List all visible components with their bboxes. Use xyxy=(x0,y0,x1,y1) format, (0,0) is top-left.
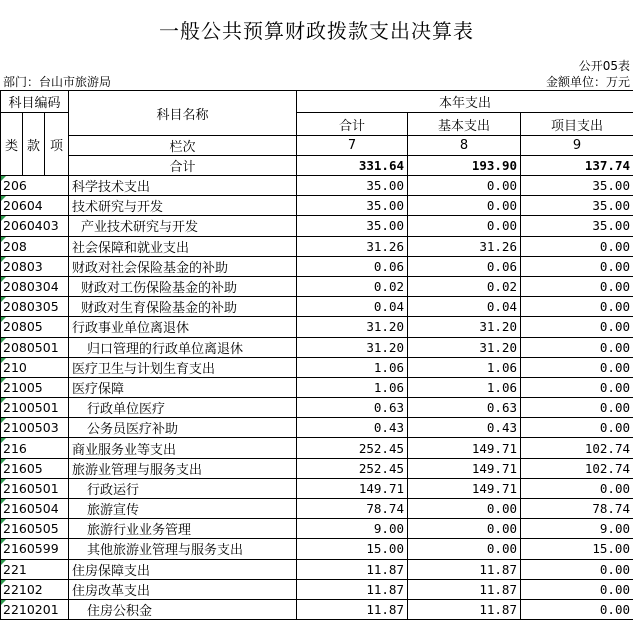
header-lanci: 栏次 xyxy=(69,136,297,156)
header-kuan: 款 xyxy=(23,113,45,176)
row-name: 商业服务业等支出 xyxy=(69,438,297,458)
row-project: 15.00 xyxy=(521,539,633,559)
row-name: 社会保障和就业支出 xyxy=(69,236,297,256)
row-project: 0.00 xyxy=(521,559,633,579)
row-total: 78.74 xyxy=(297,499,408,519)
table-row xyxy=(1,337,633,357)
row-name: 医疗保障 xyxy=(69,377,297,397)
table-row xyxy=(1,377,633,397)
report-title: 一般公共预算财政拨款支出决算表 xyxy=(159,18,474,43)
row-name: 住房保障支出 xyxy=(69,559,297,579)
row-code: 2080304 xyxy=(1,276,69,296)
row-total: 31.20 xyxy=(297,317,408,337)
header-year-spend: 本年支出 xyxy=(297,91,633,113)
row-basic: 0.00 xyxy=(408,539,521,559)
col-number-8: 8 xyxy=(408,136,521,156)
department-label: 部门：台山市旅游局 xyxy=(3,75,112,89)
table-row xyxy=(1,418,633,438)
row-basic: 0.00 xyxy=(408,499,521,519)
row-name: 旅游行业业务管理 xyxy=(69,519,297,539)
table-row xyxy=(1,398,633,418)
row-name: 科学技术支出 xyxy=(69,176,297,196)
table-row xyxy=(1,297,633,317)
row-project: 0.00 xyxy=(521,357,633,377)
row-project: 0.00 xyxy=(521,377,633,397)
table-row xyxy=(1,357,633,377)
row-name: 行政事业单位离退休 xyxy=(69,317,297,337)
row-total: 11.87 xyxy=(297,579,408,599)
row-total: 0.04 xyxy=(297,297,408,317)
row-name: 公务员医疗补助 xyxy=(69,418,297,438)
row-name: 财政对工伤保险基金的补助 xyxy=(69,276,297,296)
table-row xyxy=(1,599,633,619)
table-row xyxy=(1,438,633,458)
row-name: 技术研究与开发 xyxy=(69,196,297,216)
row-basic: 149.71 xyxy=(408,458,521,478)
row-total: 31.26 xyxy=(297,236,408,256)
row-project: 9.00 xyxy=(521,519,633,539)
row-project: 0.00 xyxy=(521,297,633,317)
row-name: 旅游业管理与服务支出 xyxy=(69,458,297,478)
row-basic: 0.63 xyxy=(408,398,521,418)
table-row xyxy=(1,276,633,296)
row-total: 11.87 xyxy=(297,559,408,579)
row-project: 0.00 xyxy=(521,418,633,438)
row-basic: 31.20 xyxy=(408,337,521,357)
row-project: 0.00 xyxy=(521,478,633,498)
row-name: 住房改革支出 xyxy=(69,579,297,599)
row-project: 78.74 xyxy=(521,499,633,519)
row-code: 2080501 xyxy=(1,337,69,357)
row-code: 22102 xyxy=(1,579,69,599)
row-code: 210 xyxy=(1,357,69,377)
header-xiang: 项 xyxy=(45,113,69,176)
header-basic: 基本支出 xyxy=(408,113,521,136)
row-basic: 11.87 xyxy=(408,559,521,579)
row-code: 21005 xyxy=(1,377,69,397)
row-total: 35.00 xyxy=(297,176,408,196)
row-code: 208 xyxy=(1,236,69,256)
header-code: 科目编码 xyxy=(1,91,69,113)
row-name: 其他旅游业管理与服务支出 xyxy=(69,539,297,559)
row-total: 15.00 xyxy=(297,539,408,559)
row-code: 2060403 xyxy=(1,216,69,236)
row-basic: 1.06 xyxy=(408,357,521,377)
row-project: 0.00 xyxy=(521,398,633,418)
row-name: 旅游宣传 xyxy=(69,499,297,519)
row-code: 2160504 xyxy=(1,499,69,519)
row-basic: 31.20 xyxy=(408,317,521,337)
table-row xyxy=(1,216,633,236)
row-total: 31.20 xyxy=(297,337,408,357)
row-basic: 0.00 xyxy=(408,196,521,216)
table-row xyxy=(1,559,633,579)
row-total: 0.02 xyxy=(297,276,408,296)
table-row xyxy=(1,519,633,539)
row-basic: 11.87 xyxy=(408,579,521,599)
row-project: 35.00 xyxy=(521,176,633,196)
row-project: 35.00 xyxy=(521,196,633,216)
row-name: 归口管理的行政单位离退休 xyxy=(69,337,297,357)
row-code: 20805 xyxy=(1,317,69,337)
row-code: 20803 xyxy=(1,256,69,276)
row-project: 35.00 xyxy=(521,216,633,236)
row-project: 102.74 xyxy=(521,458,633,478)
row-code: 2080305 xyxy=(1,297,69,317)
row-total: 35.00 xyxy=(297,196,408,216)
row-name: 医疗卫生与计划生育支出 xyxy=(69,357,297,377)
grand-total-row xyxy=(1,156,633,176)
unit-label: 金额单位：万元 xyxy=(545,75,630,89)
row-code: 20604 xyxy=(1,196,69,216)
table-row xyxy=(1,176,633,196)
row-basic: 149.71 xyxy=(408,438,521,458)
grand-total-total: 331.64 xyxy=(297,156,408,176)
header-total: 合计 xyxy=(297,113,408,136)
row-project: 0.00 xyxy=(521,236,633,256)
row-basic: 0.06 xyxy=(408,256,521,276)
table-row xyxy=(1,478,633,498)
table-row xyxy=(1,458,633,478)
row-total: 35.00 xyxy=(297,216,408,236)
row-project: 0.00 xyxy=(521,276,633,296)
row-name: 行政运行 xyxy=(69,478,297,498)
row-basic: 0.02 xyxy=(408,276,521,296)
row-total: 1.06 xyxy=(297,357,408,377)
row-code: 21605 xyxy=(1,458,69,478)
header-lei: 类 xyxy=(1,113,23,176)
row-basic: 0.00 xyxy=(408,216,521,236)
row-basic: 0.04 xyxy=(408,297,521,317)
row-code: 206 xyxy=(1,176,69,196)
row-code: 221 xyxy=(1,559,69,579)
row-name: 财政对社会保险基金的补助 xyxy=(69,256,297,276)
row-basic: 11.87 xyxy=(408,599,521,619)
row-total: 11.87 xyxy=(297,599,408,619)
row-project: 102.74 xyxy=(521,438,633,458)
row-project: 0.00 xyxy=(521,317,633,337)
row-name: 财政对生育保险基金的补助 xyxy=(69,297,297,317)
row-total: 0.63 xyxy=(297,398,408,418)
grand-total-project: 137.74 xyxy=(521,156,633,176)
row-project: 0.00 xyxy=(521,579,633,599)
row-code: 2100503 xyxy=(1,418,69,438)
row-project: 0.00 xyxy=(521,337,633,357)
table-row xyxy=(1,317,633,337)
header-project: 项目支出 xyxy=(521,113,633,136)
grand-total-label: 合计 xyxy=(69,156,297,176)
row-name: 住房公积金 xyxy=(69,599,297,619)
row-code: 2160505 xyxy=(1,519,69,539)
row-basic: 1.06 xyxy=(408,377,521,397)
table-row xyxy=(1,236,633,256)
row-name: 产业技术研究与开发 xyxy=(69,216,297,236)
col-number-7: 7 xyxy=(297,136,408,156)
table-row xyxy=(1,256,633,276)
row-total: 9.00 xyxy=(297,519,408,539)
table-row xyxy=(1,539,633,559)
row-basic: 0.00 xyxy=(408,519,521,539)
row-code: 216 xyxy=(1,438,69,458)
header-name: 科目名称 xyxy=(69,91,297,136)
row-total: 1.06 xyxy=(297,377,408,397)
row-total: 149.71 xyxy=(297,478,408,498)
row-code: 2210201 xyxy=(1,599,69,619)
col-number-9: 9 xyxy=(521,136,633,156)
table-row xyxy=(1,196,633,216)
row-project: 0.00 xyxy=(521,599,633,619)
table-row xyxy=(1,499,633,519)
table-row xyxy=(1,579,633,599)
row-total: 0.43 xyxy=(297,418,408,438)
row-code: 2160501 xyxy=(1,478,69,498)
row-basic: 0.43 xyxy=(408,418,521,438)
row-name: 行政单位医疗 xyxy=(69,398,297,418)
row-basic: 0.00 xyxy=(408,176,521,196)
row-total: 252.45 xyxy=(297,458,408,478)
row-code: 2100501 xyxy=(1,398,69,418)
expenditure-table xyxy=(0,90,633,620)
row-total: 252.45 xyxy=(297,438,408,458)
grand-total-basic: 193.90 xyxy=(408,156,521,176)
row-total: 0.06 xyxy=(297,256,408,276)
row-code: 2160599 xyxy=(1,539,69,559)
row-basic: 149.71 xyxy=(408,478,521,498)
form-number: 公开05表 xyxy=(578,59,630,73)
row-basic: 31.26 xyxy=(408,236,521,256)
row-project: 0.00 xyxy=(521,256,633,276)
